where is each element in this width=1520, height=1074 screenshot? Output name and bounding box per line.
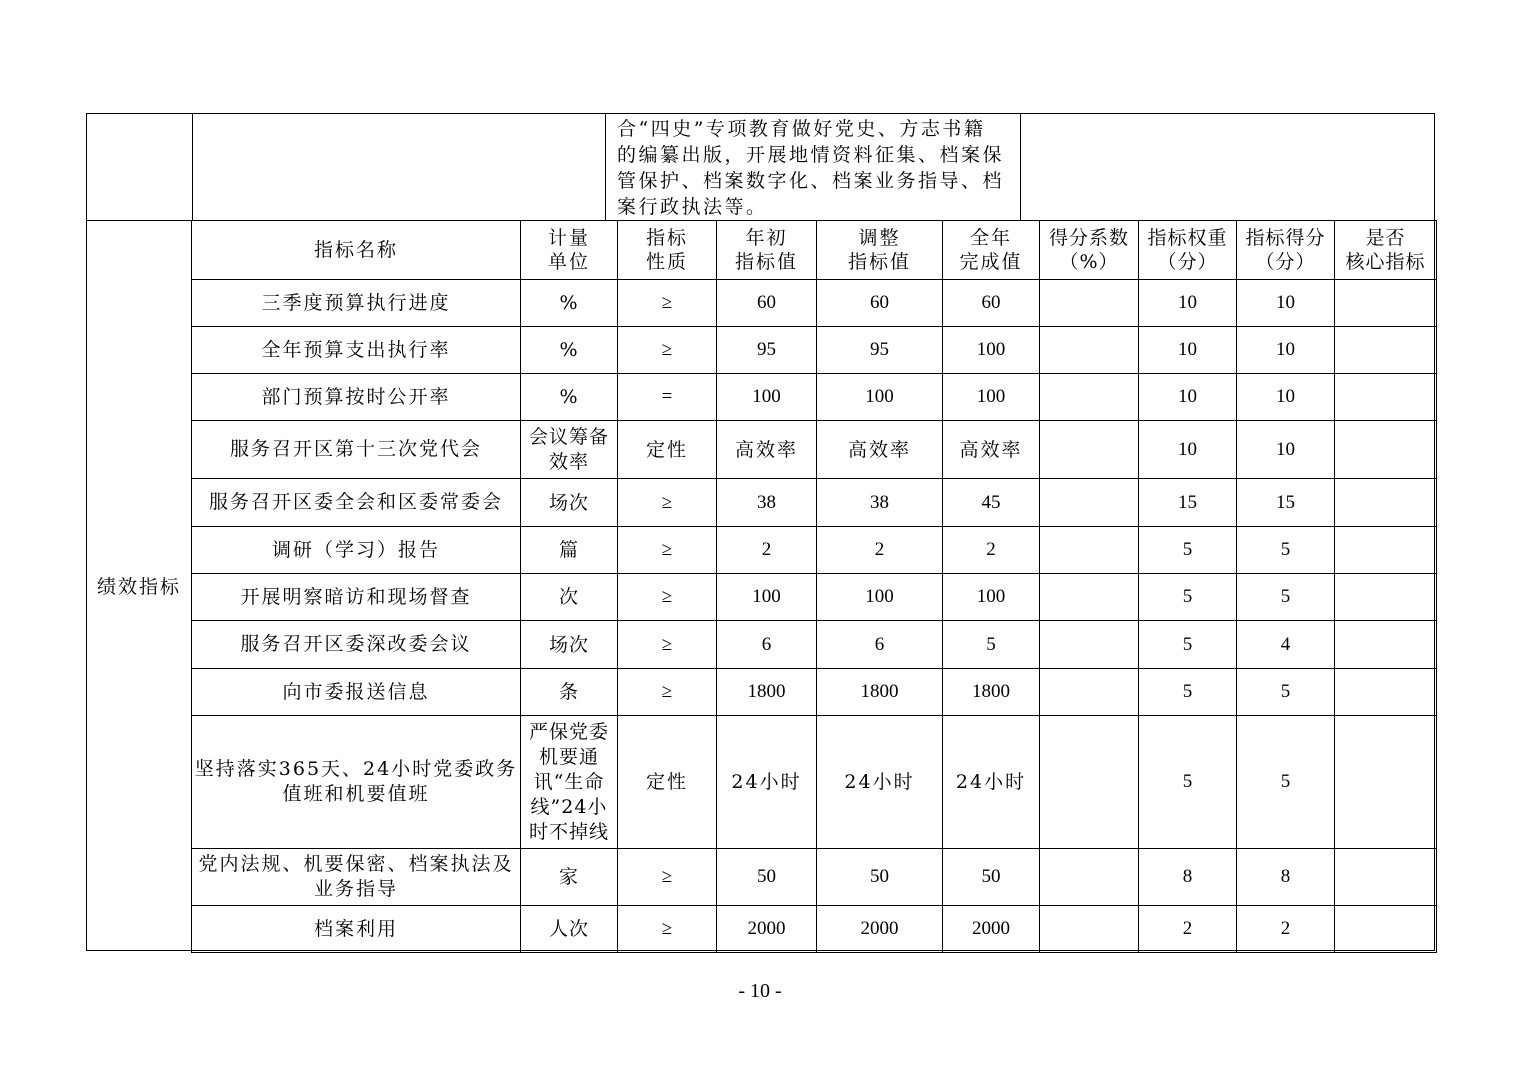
cell-unit: 场次 <box>521 621 618 669</box>
cell-core <box>1335 374 1437 421</box>
cell-nature: 定性 <box>618 421 717 479</box>
cell-initial: 24小时 <box>717 716 817 849</box>
cell-completed: 24小时 <box>943 716 1040 849</box>
cell-core <box>1335 849 1437 906</box>
top-block-line: 合“四史”专项教育做好党史、方志书籍 <box>617 118 986 140</box>
cell-completed: 2000 <box>943 906 1040 953</box>
cell-nature: ≥ <box>618 906 717 953</box>
cell-coef <box>1040 280 1139 327</box>
cell-adjusted: 60 <box>817 280 943 327</box>
cell-core <box>1335 280 1437 327</box>
cell-unit: 篇 <box>521 527 618 574</box>
cell-initial: 高效率 <box>717 421 817 479</box>
cell-adjusted: 38 <box>817 479 943 527</box>
header-initial: 年初 指标值 <box>717 221 817 280</box>
cell-coef <box>1040 669 1139 716</box>
indicator-grid <box>191 220 1437 953</box>
cell-core <box>1335 479 1437 527</box>
page-number: - 10 - <box>738 980 782 1002</box>
cell-name: 三季度预算执行进度 <box>192 280 521 327</box>
cell-score: 5 <box>1237 716 1335 849</box>
table-row <box>192 906 1437 953</box>
top-block-label-cell <box>87 114 193 220</box>
cell-initial: 100 <box>717 374 817 421</box>
cell-core <box>1335 421 1437 479</box>
cell-coef <box>1040 574 1139 621</box>
cell-weight: 2 <box>1139 906 1237 953</box>
cell-name: 坚持落实365天、24小时党委政务值班和机要值班 <box>192 716 521 849</box>
top-continuation-block <box>86 113 1435 221</box>
cell-score: 2 <box>1237 906 1335 953</box>
table-row <box>192 716 1437 849</box>
cell-unit: 人次 <box>521 906 618 953</box>
cell-name: 档案利用 <box>192 906 521 953</box>
table-row <box>192 421 1437 479</box>
cell-initial: 50 <box>717 849 817 906</box>
cell-name: 全年预算支出执行率 <box>192 327 521 374</box>
table-row <box>192 374 1437 421</box>
cell-completed: 45 <box>943 479 1040 527</box>
cell-adjusted: 95 <box>817 327 943 374</box>
cell-completed: 100 <box>943 574 1040 621</box>
cell-coef <box>1040 716 1139 849</box>
cell-nature: ≥ <box>618 849 717 906</box>
cell-unit: 严保党委机要通讯“生命线”24小时不掉线 <box>521 716 618 849</box>
cell-initial: 95 <box>717 327 817 374</box>
cell-initial: 60 <box>717 280 817 327</box>
cell-weight: 10 <box>1139 374 1237 421</box>
cell-score: 5 <box>1237 669 1335 716</box>
cell-coef <box>1040 906 1139 953</box>
table-row <box>192 280 1437 327</box>
cell-weight: 10 <box>1139 421 1237 479</box>
cell-score: 5 <box>1237 574 1335 621</box>
cell-score: 10 <box>1237 280 1335 327</box>
cell-weight: 5 <box>1139 621 1237 669</box>
cell-name: 调研（学习）报告 <box>192 527 521 574</box>
section-label: 绩效指标 <box>87 221 192 950</box>
cell-name: 开展明察暗访和现场督查 <box>192 574 521 621</box>
cell-coef <box>1040 527 1139 574</box>
cell-completed: 100 <box>943 374 1040 421</box>
cell-initial: 2 <box>717 527 817 574</box>
cell-unit: 条 <box>521 669 618 716</box>
cell-weight: 5 <box>1139 669 1237 716</box>
cell-core <box>1335 527 1437 574</box>
cell-score: 5 <box>1237 527 1335 574</box>
cell-weight: 8 <box>1139 849 1237 906</box>
cell-adjusted: 2000 <box>817 906 943 953</box>
top-block-empty-cell <box>192 114 606 220</box>
cell-name: 服务召开区委全会和区委常委会 <box>192 479 521 527</box>
cell-coef <box>1040 327 1139 374</box>
cell-nature: ≥ <box>618 479 717 527</box>
header-nature: 指标 性质 <box>618 221 717 280</box>
cell-coef <box>1040 479 1139 527</box>
cell-nature: ≥ <box>618 327 717 374</box>
table-row <box>192 574 1437 621</box>
cell-score: 4 <box>1237 621 1335 669</box>
cell-unit: % <box>521 327 618 374</box>
cell-coef <box>1040 621 1139 669</box>
table-row <box>192 849 1437 906</box>
header-coef: 得分系数 （%） <box>1040 221 1139 280</box>
top-block-text <box>617 116 1017 220</box>
table-row <box>192 669 1437 716</box>
cell-completed: 高效率 <box>943 421 1040 479</box>
table-row <box>192 527 1437 574</box>
header-unit: 计量 单位 <box>521 221 618 280</box>
top-block-line: 案行政执法等。 <box>617 196 768 218</box>
cell-unit: 家 <box>521 849 618 906</box>
cell-completed: 100 <box>943 327 1040 374</box>
cell-unit: % <box>521 280 618 327</box>
cell-adjusted: 高效率 <box>817 421 943 479</box>
cell-completed: 2 <box>943 527 1040 574</box>
cell-nature: = <box>618 374 717 421</box>
cell-weight: 5 <box>1139 574 1237 621</box>
cell-score: 10 <box>1237 327 1335 374</box>
cell-core <box>1335 621 1437 669</box>
cell-weight: 5 <box>1139 716 1237 849</box>
cell-coef <box>1040 374 1139 421</box>
cell-score: 15 <box>1237 479 1335 527</box>
cell-score: 10 <box>1237 374 1335 421</box>
cell-core <box>1335 574 1437 621</box>
cell-weight: 5 <box>1139 527 1237 574</box>
cell-score: 8 <box>1237 849 1335 906</box>
cell-adjusted: 2 <box>817 527 943 574</box>
header-adjusted: 调整 指标值 <box>817 221 943 280</box>
cell-initial: 1800 <box>717 669 817 716</box>
cell-core <box>1335 669 1437 716</box>
cell-weight: 15 <box>1139 479 1237 527</box>
cell-unit: 次 <box>521 574 618 621</box>
cell-completed: 50 <box>943 849 1040 906</box>
cell-weight: 10 <box>1139 327 1237 374</box>
cell-nature: ≥ <box>618 280 717 327</box>
performance-indicator-table <box>86 220 1435 951</box>
cell-name: 部门预算按时公开率 <box>192 374 521 421</box>
header-score: 指标得分 （分） <box>1237 221 1335 280</box>
table-row <box>192 621 1437 669</box>
cell-initial: 38 <box>717 479 817 527</box>
top-block-line: 管保护、档案数字化、档案业务指导、档 <box>617 170 1005 192</box>
cell-core <box>1335 906 1437 953</box>
cell-initial: 6 <box>717 621 817 669</box>
cell-adjusted: 1800 <box>817 669 943 716</box>
header-completed: 全年 完成值 <box>943 221 1040 280</box>
cell-weight: 10 <box>1139 280 1237 327</box>
cell-adjusted: 50 <box>817 849 943 906</box>
cell-adjusted: 100 <box>817 374 943 421</box>
top-block-line: 的编纂出版，开展地情资料征集、档案保 <box>617 144 1005 166</box>
cell-core <box>1335 327 1437 374</box>
cell-nature: ≥ <box>618 621 717 669</box>
cell-coef <box>1040 421 1139 479</box>
header-name: 指标名称 <box>192 221 521 280</box>
cell-nature: ≥ <box>618 669 717 716</box>
cell-initial: 2000 <box>717 906 817 953</box>
cell-unit: % <box>521 374 618 421</box>
cell-name: 服务召开区委深改委会议 <box>192 621 521 669</box>
cell-completed: 60 <box>943 280 1040 327</box>
cell-nature: ≥ <box>618 574 717 621</box>
cell-name: 向市委报送信息 <box>192 669 521 716</box>
cell-score: 10 <box>1237 421 1335 479</box>
table-row <box>192 327 1437 374</box>
cell-initial: 100 <box>717 574 817 621</box>
header-core: 是否 核心指标 <box>1335 221 1437 280</box>
cell-nature: ≥ <box>618 527 717 574</box>
cell-completed: 1800 <box>943 669 1040 716</box>
cell-unit: 场次 <box>521 479 618 527</box>
cell-completed: 5 <box>943 621 1040 669</box>
cell-adjusted: 100 <box>817 574 943 621</box>
cell-name: 党内法规、机要保密、档案执法及业务指导 <box>192 849 521 906</box>
header-weight: 指标权重 （分） <box>1139 221 1237 280</box>
cell-unit: 会议筹备效率 <box>521 421 618 479</box>
cell-core <box>1335 716 1437 849</box>
table-row <box>192 479 1437 527</box>
header-row <box>192 221 1437 280</box>
cell-name: 服务召开区第十三次党代会 <box>192 421 521 479</box>
cell-nature: 定性 <box>618 716 717 849</box>
cell-adjusted: 6 <box>817 621 943 669</box>
cell-adjusted: 24小时 <box>817 716 943 849</box>
cell-coef <box>1040 849 1139 906</box>
